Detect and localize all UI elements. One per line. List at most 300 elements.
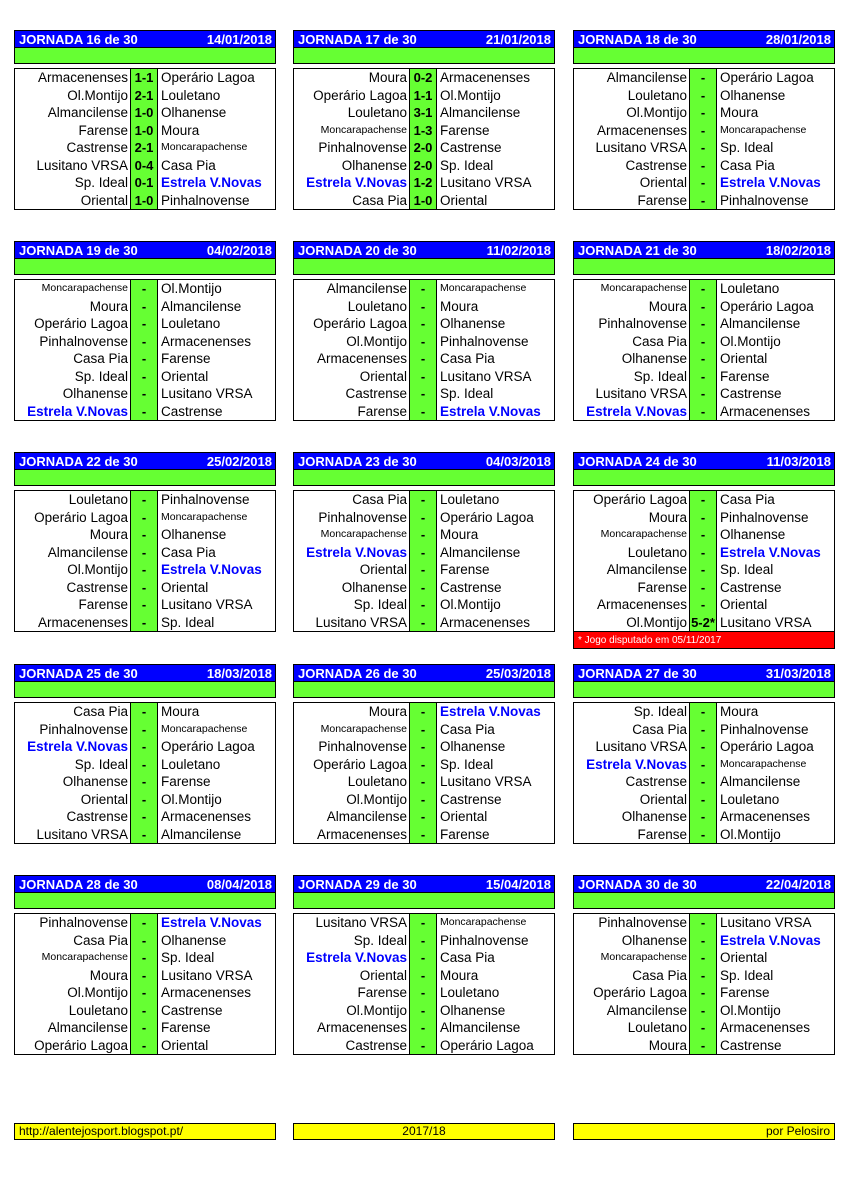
round-title: JORNADA 28 de 30 — [19, 876, 138, 892]
round-header — [293, 30, 555, 48]
away-team: Casa Pia — [161, 157, 216, 173]
away-team: Sp. Ideal — [440, 386, 494, 401]
score: - — [131, 491, 158, 509]
score: - — [131, 949, 158, 967]
away-team: Moura — [440, 967, 479, 983]
away-team: Oriental — [440, 192, 488, 208]
home-team: Farense — [294, 984, 410, 1002]
score: - — [410, 544, 437, 562]
home-team: Oriental — [15, 791, 131, 809]
home-team: Estrela V.Novas — [15, 403, 131, 421]
game-row — [574, 914, 834, 932]
score: - — [690, 544, 717, 562]
away-team: Farense — [720, 985, 770, 1000]
round-date: 18/03/2018 — [206, 665, 272, 681]
away-team: Sp. Ideal — [440, 756, 494, 772]
round-title: JORNADA 30 de 30 — [578, 876, 697, 892]
game-row — [294, 773, 554, 791]
game-row — [15, 104, 275, 122]
score: - — [131, 403, 158, 421]
home-team: Farense — [15, 596, 131, 614]
away-team: Castrense — [720, 579, 782, 595]
home-team: Moncarapachense — [574, 526, 690, 544]
home-team: Operário Lagoa — [294, 87, 410, 105]
game-row — [15, 157, 275, 175]
round-date: 31/03/2018 — [765, 665, 831, 681]
game-row — [294, 69, 554, 87]
round-header-bar — [14, 259, 276, 275]
game-row — [574, 174, 834, 192]
score: - — [690, 526, 717, 544]
home-team: Pinhalnovense — [15, 721, 131, 739]
game-row — [294, 315, 554, 333]
game-row — [574, 984, 834, 1002]
round-header-bar — [14, 893, 276, 909]
round-header — [573, 452, 835, 470]
away-team: Operário Lagoa — [720, 70, 814, 85]
score: - — [410, 298, 437, 316]
home-team: Olhanense — [574, 808, 690, 826]
score: - — [131, 967, 158, 985]
round-header — [293, 452, 555, 470]
home-team: Oriental — [574, 174, 690, 192]
home-team: Moura — [15, 526, 131, 544]
game-row — [15, 509, 275, 527]
game-row — [574, 773, 834, 791]
away-team: Sp. Ideal — [720, 562, 774, 577]
home-team: Armacenenses — [294, 350, 410, 368]
game-row — [294, 738, 554, 756]
game-row — [15, 87, 275, 105]
away-team: Oriental — [161, 1037, 209, 1053]
score: - — [131, 984, 158, 1002]
away-team: Casa Pia — [440, 721, 495, 737]
games-table — [14, 68, 276, 210]
game-row — [574, 69, 834, 87]
away-team: Moncarapachense — [161, 510, 248, 523]
round-block — [293, 875, 555, 1055]
away-team: Castrense — [720, 1037, 782, 1053]
score: - — [410, 491, 437, 509]
home-team: Almancilense — [574, 1002, 690, 1020]
game-row — [294, 984, 554, 1002]
game-row — [15, 826, 275, 844]
away-team: Pinhalnovense — [720, 721, 809, 737]
away-team: Lusitano VRSA — [440, 368, 532, 384]
game-row — [15, 192, 275, 210]
home-team: Armacenenses — [15, 69, 131, 87]
score: - — [410, 984, 437, 1002]
game-row — [15, 596, 275, 614]
away-team: Moura — [440, 527, 479, 542]
score: 2-0 — [410, 139, 437, 157]
score: - — [690, 69, 717, 87]
score: - — [690, 791, 717, 809]
score: - — [410, 561, 437, 579]
away-team: Castrense — [440, 791, 502, 807]
home-team: Moura — [574, 509, 690, 527]
away-team: Olhanense — [440, 1002, 506, 1018]
score: - — [410, 1002, 437, 1020]
home-team: Lusitano VRSA — [294, 914, 410, 932]
score: - — [690, 104, 717, 122]
home-team: Farense — [574, 579, 690, 597]
score: - — [690, 192, 717, 210]
game-row — [574, 1002, 834, 1020]
home-team: Moncarapachense — [294, 721, 410, 739]
home-team: Castrense — [15, 579, 131, 597]
score: - — [690, 87, 717, 105]
away-team: Armacenenses — [161, 809, 252, 824]
away-team: Moncarapachense — [440, 916, 527, 928]
score: - — [690, 298, 717, 316]
game-row — [15, 368, 275, 386]
home-team: Ol.Montijo — [574, 614, 690, 632]
home-team: Moncarapachense — [574, 949, 690, 967]
home-team: Estrela V.Novas — [574, 403, 690, 421]
home-team: Castrense — [15, 139, 131, 157]
away-team: Moura — [440, 298, 479, 314]
game-row — [294, 298, 554, 316]
game-row — [15, 315, 275, 333]
home-team: Moura — [15, 967, 131, 985]
away-team: Operário Lagoa — [161, 739, 255, 754]
away-team: Oriental — [161, 579, 209, 595]
home-team: Almancilense — [294, 280, 410, 298]
game-row — [15, 544, 275, 562]
away-team: Louletano — [440, 492, 500, 507]
score: 1-2 — [410, 174, 437, 192]
score: - — [690, 1002, 717, 1020]
round-block — [293, 664, 555, 844]
away-team: Sp. Ideal — [720, 140, 774, 155]
round-block — [293, 241, 555, 421]
games-table — [293, 490, 555, 632]
home-team: Castrense — [294, 1037, 410, 1055]
home-team: Ol.Montijo — [294, 1002, 410, 1020]
home-team: Casa Pia — [574, 721, 690, 739]
game-row — [15, 721, 275, 739]
score: - — [131, 756, 158, 774]
home-team: Olhanense — [294, 579, 410, 597]
home-team: Operário Lagoa — [15, 315, 131, 333]
score: - — [410, 368, 437, 386]
score: - — [131, 773, 158, 791]
round-header — [573, 664, 835, 682]
score: - — [131, 333, 158, 351]
game-row — [15, 1019, 275, 1037]
round-block — [14, 452, 276, 632]
score: - — [690, 350, 717, 368]
game-row — [294, 967, 554, 985]
games-table — [293, 68, 555, 210]
away-team: Moncarapachense — [161, 141, 248, 153]
games-table — [293, 279, 555, 421]
round-header-bar — [14, 682, 276, 698]
home-team: Sp. Ideal — [294, 932, 410, 950]
game-row — [574, 738, 834, 756]
game-row — [574, 350, 834, 368]
home-team: Armacenenses — [294, 1019, 410, 1037]
away-team: Armacenenses — [161, 333, 252, 349]
game-row — [294, 791, 554, 809]
game-row — [574, 949, 834, 967]
game-row — [294, 1002, 554, 1020]
home-team: Olhanense — [574, 932, 690, 950]
away-team: Almancilense — [440, 544, 521, 560]
away-team: Lusitano VRSA — [440, 175, 532, 190]
round-header — [14, 664, 276, 682]
score: - — [690, 984, 717, 1002]
score: - — [410, 280, 437, 298]
home-team: Louletano — [15, 491, 131, 509]
home-team: Lusitano VRSA — [15, 157, 131, 175]
footer-url[interactable]: http://alentejosport.blogspot.pt/ — [14, 1123, 276, 1140]
home-team: Moura — [574, 298, 690, 316]
score: 0-4 — [131, 157, 158, 175]
score: - — [131, 368, 158, 386]
away-team: Estrela V.Novas — [720, 932, 821, 948]
score: - — [131, 1037, 158, 1055]
game-row — [294, 914, 554, 932]
score: - — [410, 315, 437, 333]
game-row — [574, 932, 834, 950]
home-team: Moura — [574, 1037, 690, 1055]
home-team: Casa Pia — [15, 703, 131, 721]
away-team: Operário Lagoa — [720, 739, 814, 754]
home-team: Lusitano VRSA — [574, 738, 690, 756]
round-header-bar — [573, 682, 835, 698]
score: - — [131, 561, 158, 579]
score: - — [410, 1037, 437, 1055]
game-row — [574, 1037, 834, 1055]
home-team: Louletano — [15, 1002, 131, 1020]
game-row — [15, 1002, 275, 1020]
away-team: Pinhalnovense — [720, 509, 809, 525]
away-team: Oriental — [720, 597, 768, 612]
home-team: Olhanense — [294, 157, 410, 175]
away-team: Moncarapachense — [161, 722, 248, 735]
score: - — [690, 385, 717, 403]
score: 0-1 — [131, 174, 158, 192]
score: - — [690, 773, 717, 791]
games-table — [293, 702, 555, 844]
away-team: Moura — [720, 704, 759, 719]
home-team: Lusitano VRSA — [574, 139, 690, 157]
game-row — [574, 526, 834, 544]
home-team: Ol.Montijo — [574, 104, 690, 122]
away-team: Casa Pia — [720, 157, 775, 173]
game-row — [15, 1037, 275, 1055]
home-team: Farense — [574, 192, 690, 210]
score: - — [690, 596, 717, 614]
score: - — [131, 1019, 158, 1037]
home-team: Armacenenses — [574, 596, 690, 614]
home-team: Armacenenses — [294, 826, 410, 844]
away-team: Ol.Montijo — [440, 597, 501, 612]
games-table — [573, 490, 835, 632]
round-title: JORNADA 16 de 30 — [19, 31, 138, 47]
game-row — [574, 298, 834, 316]
round-title: JORNADA 17 de 30 — [298, 31, 417, 47]
round-date: 11/02/2018 — [486, 242, 551, 258]
home-team: Oriental — [294, 561, 410, 579]
games-table — [293, 913, 555, 1055]
away-team: Farense — [440, 562, 490, 577]
home-team: Moncarapachense — [294, 122, 410, 140]
game-row — [294, 579, 554, 597]
score: - — [690, 280, 717, 298]
away-team: Armacenenses — [161, 985, 252, 1000]
score: - — [131, 826, 158, 844]
home-team: Operário Lagoa — [15, 1037, 131, 1055]
away-team: Sp. Ideal — [161, 950, 215, 965]
game-row — [15, 773, 275, 791]
home-team: Oriental — [294, 368, 410, 386]
away-team: Moncarapachense — [720, 757, 807, 770]
game-row — [574, 403, 834, 421]
score: - — [690, 139, 717, 157]
score: - — [410, 579, 437, 597]
away-team: Moura — [161, 704, 200, 719]
game-row — [15, 139, 275, 157]
round-block — [14, 875, 276, 1055]
away-team: Ol.Montijo — [161, 791, 222, 807]
home-team: Sp. Ideal — [15, 756, 131, 774]
away-team: Lusitano VRSA — [161, 597, 253, 612]
game-row — [574, 280, 834, 298]
home-team: Armacenenses — [574, 122, 690, 140]
score: - — [410, 773, 437, 791]
game-row — [574, 596, 834, 614]
round-block — [573, 452, 835, 649]
games-table — [573, 68, 835, 210]
home-team: Almancilense — [15, 1019, 131, 1037]
home-team: Almancilense — [574, 561, 690, 579]
home-team: Almancilense — [574, 69, 690, 87]
score: - — [410, 333, 437, 351]
round-title: JORNADA 18 de 30 — [578, 31, 697, 47]
home-team: Ol.Montijo — [15, 984, 131, 1002]
home-team: Almancilense — [15, 104, 131, 122]
score: 3-1 — [410, 104, 437, 122]
game-row — [294, 333, 554, 351]
home-team: Sp. Ideal — [15, 368, 131, 386]
away-team: Armacenenses — [720, 809, 811, 824]
score: - — [131, 808, 158, 826]
away-team: Moura — [720, 105, 759, 120]
away-team: Castrense — [440, 140, 502, 155]
home-team: Sp. Ideal — [294, 596, 410, 614]
score: - — [690, 315, 717, 333]
home-team: Operário Lagoa — [294, 315, 410, 333]
score: - — [690, 826, 717, 844]
score: - — [410, 808, 437, 826]
game-row — [294, 280, 554, 298]
away-team: Almancilense — [161, 298, 242, 314]
score: - — [410, 596, 437, 614]
round-header — [573, 30, 835, 48]
home-team: Louletano — [294, 773, 410, 791]
score: - — [410, 932, 437, 950]
score: 1-1 — [410, 87, 437, 105]
game-row — [294, 87, 554, 105]
away-team: Oriental — [720, 950, 768, 965]
score: - — [131, 932, 158, 950]
game-row — [15, 791, 275, 809]
score: - — [690, 1019, 717, 1037]
score: - — [131, 914, 158, 932]
home-team: Moncarapachense — [15, 280, 131, 298]
game-row — [574, 703, 834, 721]
game-row — [15, 808, 275, 826]
away-team: Estrela V.Novas — [161, 175, 262, 190]
game-row — [294, 122, 554, 140]
away-team: Oriental — [440, 809, 488, 824]
away-team: Operário Lagoa — [161, 70, 255, 85]
away-team: Lusitano VRSA — [161, 386, 253, 401]
away-team: Pinhalnovense — [440, 333, 529, 349]
score: - — [690, 368, 717, 386]
away-team: Castrense — [440, 579, 502, 595]
away-team: Casa Pia — [720, 492, 775, 507]
home-team: Estrela V.Novas — [294, 949, 410, 967]
score: - — [690, 509, 717, 527]
away-team: Operário Lagoa — [720, 298, 814, 314]
score: - — [690, 579, 717, 597]
home-team: Operário Lagoa — [294, 756, 410, 774]
home-team: Moncarapachense — [574, 280, 690, 298]
round-header — [573, 875, 835, 893]
game-row — [294, 949, 554, 967]
score: - — [410, 826, 437, 844]
games-table — [14, 490, 276, 632]
round-date: 22/04/2018 — [765, 876, 831, 892]
home-team: Estrela V.Novas — [294, 544, 410, 562]
score: - — [690, 122, 717, 140]
round-date: 08/04/2018 — [206, 876, 272, 892]
away-team: Casa Pia — [440, 351, 495, 366]
game-row — [574, 385, 834, 403]
score: - — [410, 1019, 437, 1037]
away-team: Operário Lagoa — [440, 509, 534, 525]
away-team: Oriental — [161, 368, 209, 384]
game-row — [574, 192, 834, 210]
round-title: JORNADA 26 de 30 — [298, 665, 417, 681]
game-row — [15, 526, 275, 544]
away-team: Moura — [161, 122, 200, 138]
score: - — [131, 596, 158, 614]
home-team: Louletano — [294, 298, 410, 316]
game-row — [294, 596, 554, 614]
away-team: Armacenenses — [440, 614, 531, 630]
round-header-bar — [573, 893, 835, 909]
away-team: Farense — [720, 368, 770, 384]
score: 1-0 — [131, 122, 158, 140]
home-team: Castrense — [294, 385, 410, 403]
game-row — [574, 509, 834, 527]
round-date: 04/02/2018 — [206, 242, 272, 258]
away-team: Farense — [161, 1020, 211, 1035]
round-header — [293, 664, 555, 682]
score: - — [690, 403, 717, 421]
home-team: Casa Pia — [15, 932, 131, 950]
game-row — [294, 385, 554, 403]
home-team: Operário Lagoa — [15, 509, 131, 527]
game-row — [294, 509, 554, 527]
game-row — [15, 949, 275, 967]
game-row — [294, 808, 554, 826]
